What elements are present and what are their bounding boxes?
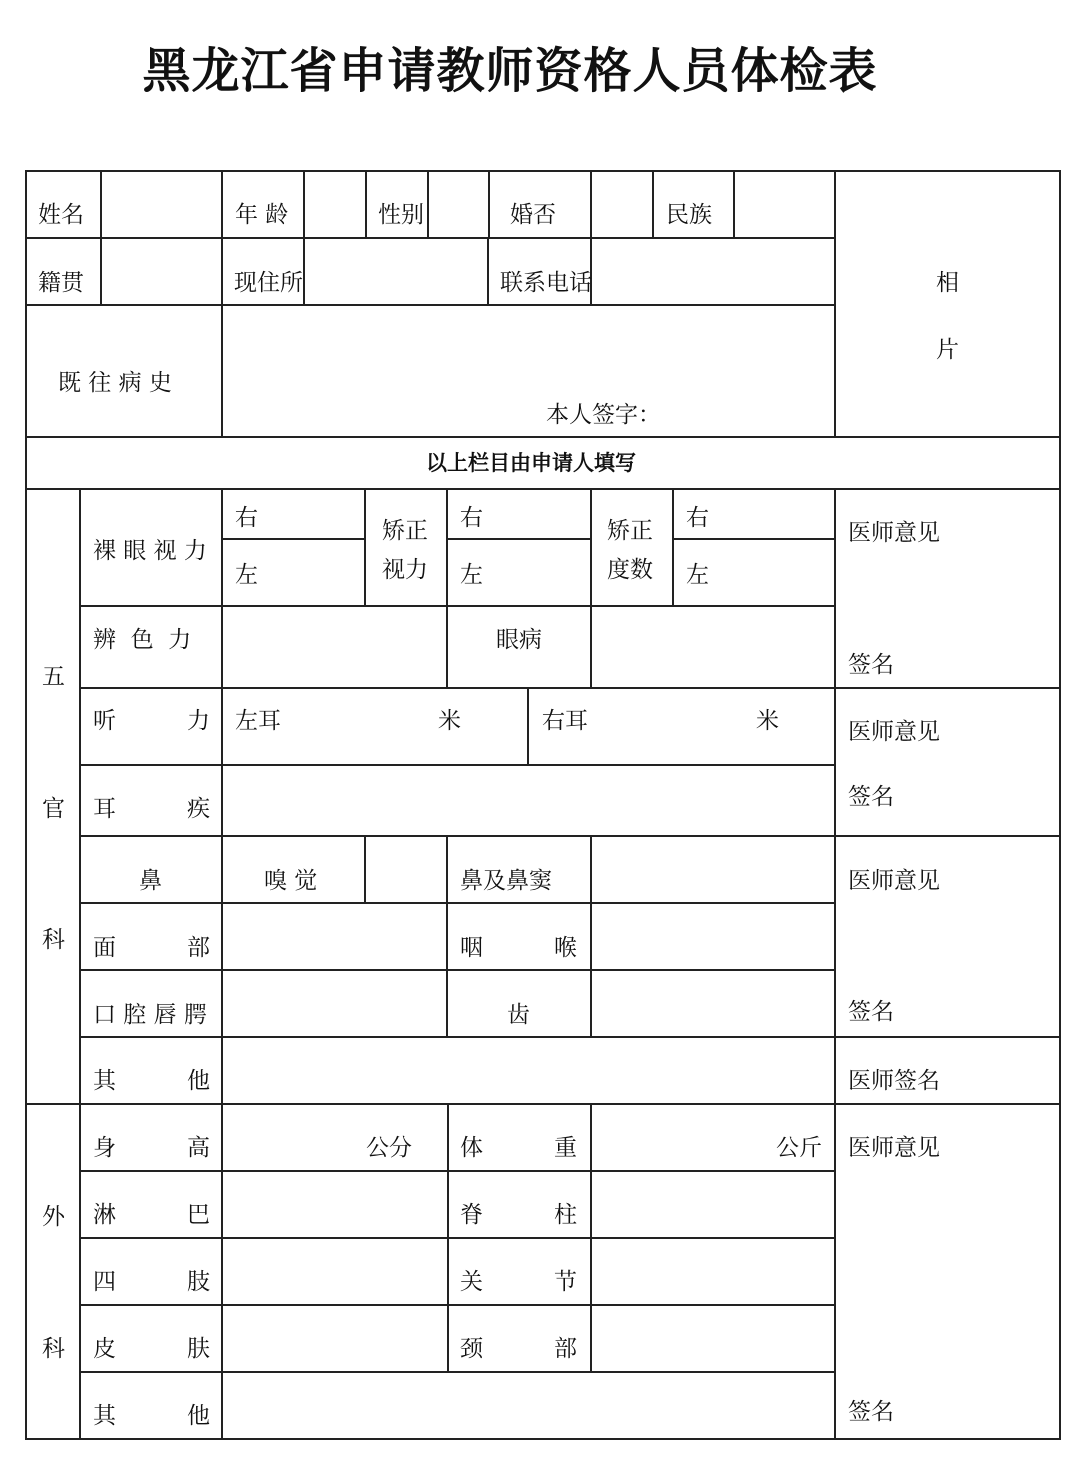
border-bottom: [25, 1438, 1061, 1440]
col-line: [487, 237, 489, 305]
col-line: [590, 488, 592, 688]
name-label: 姓名: [38, 202, 84, 228]
joints-label-2: 节: [554, 1269, 577, 1295]
photo-label-2: 片: [936, 337, 959, 363]
row-line: [222, 538, 365, 540]
limbs-label-2: 肢: [187, 1269, 210, 1295]
row-line: [79, 969, 835, 971]
col-line: [79, 488, 81, 1440]
hearing-label-2: 力: [187, 708, 210, 734]
col-line: [364, 488, 366, 607]
facial-section-label-3: 科: [42, 927, 65, 953]
spine-label-1: 脊: [460, 1202, 483, 1228]
hearing-label-1: 听: [93, 708, 116, 734]
face-label-2: 部: [187, 935, 210, 961]
self-sign-label: 本人签字：: [546, 402, 661, 428]
row-line: [79, 1170, 835, 1172]
col-line: [221, 170, 223, 438]
joints-label-1: 关: [460, 1269, 483, 1295]
col-line: [100, 170, 102, 305]
skin-label-1: 皮: [93, 1336, 116, 1362]
border-top: [25, 170, 1061, 172]
row-line: [25, 488, 1061, 490]
border-left: [25, 170, 27, 1440]
mouth-label: 口 腔 唇 腭: [93, 1002, 207, 1028]
weight-label-2: 重: [554, 1135, 577, 1161]
kg-unit: 公斤: [776, 1135, 822, 1161]
nose-label: 鼻: [139, 868, 162, 894]
col-line: [446, 835, 448, 1037]
skin-label-2: 肤: [187, 1336, 210, 1362]
limbs-label-1: 四: [93, 1269, 116, 1295]
col-line: [427, 170, 429, 238]
smell-label: 嗅 觉: [264, 868, 318, 894]
sign-label: 签名: [848, 652, 894, 678]
col-line: [590, 835, 592, 1037]
left-ear-label: 左耳: [235, 708, 281, 734]
col-line: [303, 170, 305, 305]
corrected-degree-label-1: 矫正: [607, 518, 653, 544]
throat-label-1: 咽: [460, 935, 483, 961]
left-label: 左: [235, 562, 258, 588]
row-line: [79, 902, 835, 904]
col-line: [364, 835, 366, 903]
col-line: [834, 170, 836, 438]
row-line: [672, 538, 835, 540]
col-line: [652, 170, 654, 238]
row-line: [79, 1371, 835, 1373]
row-line: [79, 835, 1061, 837]
col-line: [446, 488, 448, 688]
right-ear-label: 右耳: [542, 708, 588, 734]
age-label: 年 龄: [235, 202, 289, 228]
height-label-2: 高: [187, 1135, 210, 1161]
throat-label-2: 喉: [554, 935, 577, 961]
face-label-1: 面: [93, 935, 116, 961]
color-vision-label: 辨 色 力: [93, 627, 192, 653]
row-line: [25, 1103, 1061, 1105]
col-line: [733, 170, 735, 238]
col-line: [488, 170, 490, 238]
right-label: 右: [686, 505, 709, 531]
col-line: [221, 488, 223, 1440]
row-line: [25, 304, 835, 306]
phone-label: 联系电话: [500, 270, 592, 296]
sinus-label: 鼻及鼻窦: [460, 868, 552, 894]
meter-unit: 米: [756, 708, 779, 734]
doctor-opinion-label: 医师意见: [848, 520, 940, 546]
teeth-label: 齿: [507, 1002, 530, 1028]
lymph-label-2: 巴: [187, 1202, 210, 1228]
marital-label: 婚否: [510, 202, 556, 228]
other-label-1: 其: [93, 1403, 116, 1429]
doctor-opinion-label: 医师意见: [848, 868, 940, 894]
row-line: [79, 1036, 1061, 1038]
corrected-vision-label-1: 矫正: [382, 518, 428, 544]
height-label-1: 身: [93, 1135, 116, 1161]
left-label: 左: [460, 562, 483, 588]
right-label: 右: [235, 505, 258, 531]
eye-disease-label: 眼病: [496, 627, 542, 653]
surgery-section-label-1: 外: [42, 1204, 65, 1230]
other-label-1: 其: [93, 1068, 116, 1094]
doctor-opinion-label: 医师意见: [848, 719, 940, 745]
residence-label: 现住所: [234, 270, 303, 296]
corrected-vision-label-2: 视力: [382, 557, 428, 583]
row-line: [447, 538, 590, 540]
meter-unit: 米: [438, 708, 461, 734]
corrected-degree-label-2: 度数: [607, 557, 653, 583]
lymph-label-1: 淋: [93, 1202, 116, 1228]
col-line: [365, 170, 367, 238]
col-line: [527, 687, 529, 765]
photo-label-1: 相: [936, 270, 959, 296]
col-line: [590, 1103, 592, 1372]
row-line: [25, 237, 835, 239]
ear-disease-label-2: 疾: [187, 796, 210, 822]
sign-label: 签名: [848, 999, 894, 1025]
row-line: [79, 605, 835, 607]
applicant-note: 以上栏目由申请人填写: [426, 451, 636, 475]
row-line: [25, 436, 1061, 438]
left-label: 左: [686, 562, 709, 588]
spine-label-2: 柱: [554, 1202, 577, 1228]
row-line: [79, 1237, 835, 1239]
other-label-2: 他: [187, 1068, 210, 1094]
neck-label-1: 颈: [460, 1336, 483, 1362]
weight-label-1: 体: [460, 1135, 483, 1161]
ethnicity-label: 民族: [666, 202, 712, 228]
gender-label: 性别: [378, 202, 424, 228]
doctor-sign-label: 医师签名: [848, 1068, 940, 1094]
other-label-2: 他: [187, 1403, 210, 1429]
naked-vision-label: 裸 眼 视 力: [93, 538, 207, 564]
col-line: [447, 1103, 449, 1372]
form-title: 黑龙江省申请教师资格人员体检表: [142, 43, 878, 99]
facial-section-label-2: 官: [42, 796, 65, 822]
row-line: [79, 764, 835, 766]
neck-label-2: 部: [554, 1336, 577, 1362]
row-line: [79, 1304, 835, 1306]
facial-section-label-1: 五: [42, 664, 65, 690]
right-label: 右: [460, 505, 483, 531]
sign-label: 签名: [848, 1399, 894, 1425]
doctor-opinion-label: 医师意见: [848, 1135, 940, 1161]
border-right: [1059, 170, 1061, 1440]
col-line: [672, 488, 674, 607]
sign-label: 签名: [848, 784, 894, 810]
cm-unit: 公分: [366, 1135, 412, 1161]
ear-disease-label-1: 耳: [93, 796, 116, 822]
surgery-section-label-2: 科: [42, 1336, 65, 1362]
row-line: [79, 687, 1061, 689]
native-place-label: 籍贯: [38, 270, 84, 296]
history-label: 既 往 病 史: [58, 370, 172, 396]
col-line: [834, 488, 836, 1440]
